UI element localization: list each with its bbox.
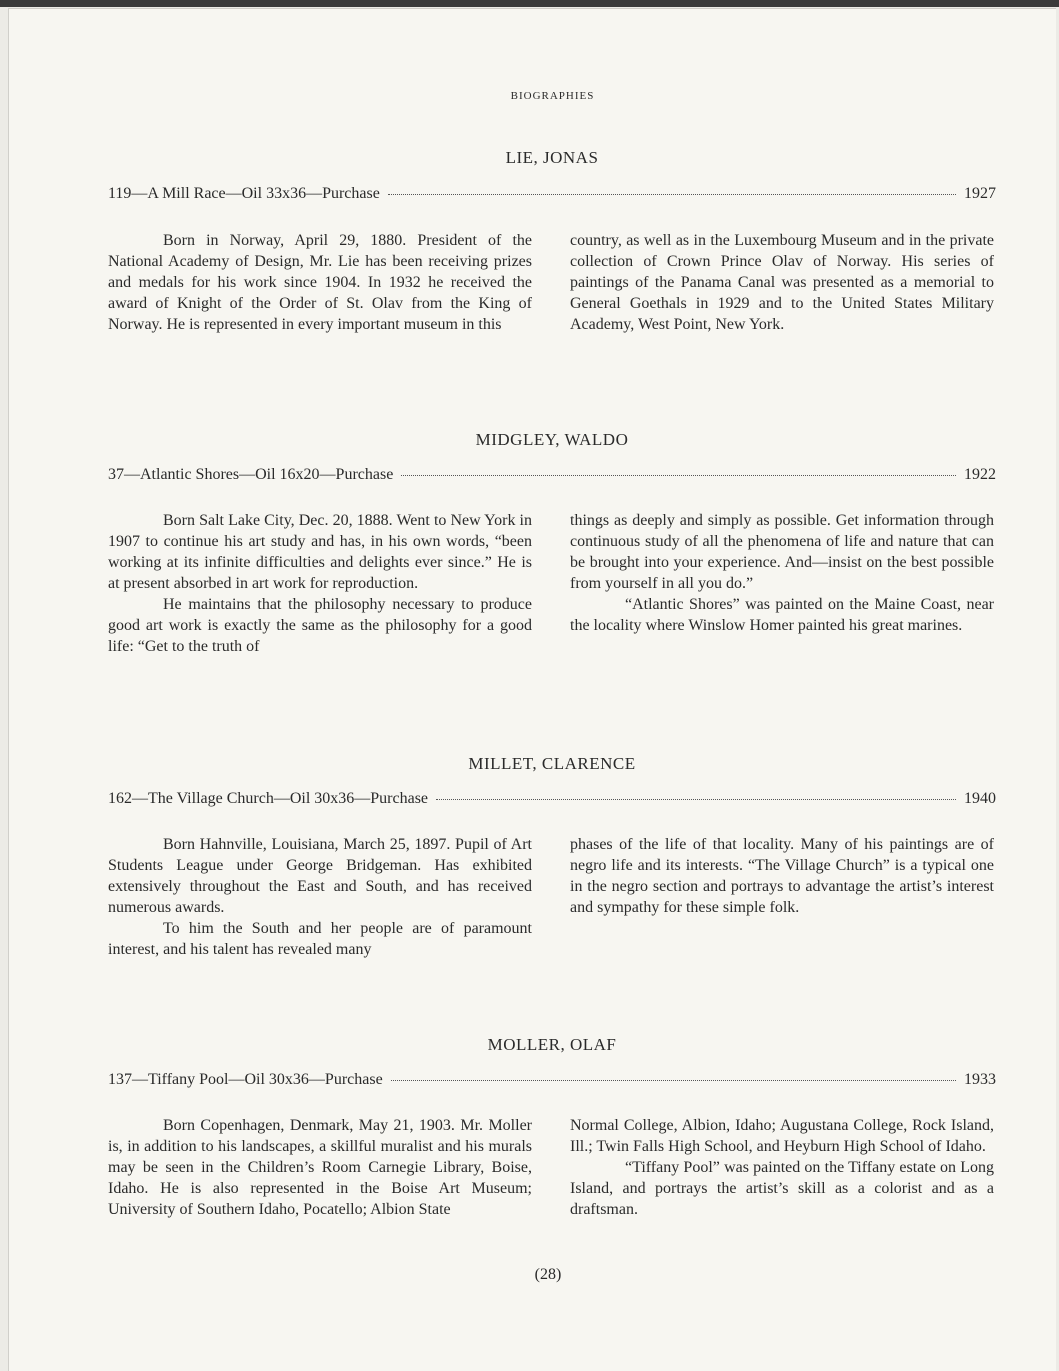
paragraph: things as deeply and simply as possible. Get information through continuous study of all the phenomena of life and nature that can be brought into your experience. And—insist on the best possible from yourself in all you do.” bbox=[570, 512, 994, 592]
biography-entry bbox=[108, 1035, 996, 1245]
catalog-line bbox=[108, 1071, 996, 1089]
paragraph: phases of the life of that locality. Many of his paintings are of negro life and its interests. “The Village Church” is a typical one in the negro section and portrays to advantage the artist’s interest and sympathy for these simple folk. bbox=[570, 836, 994, 916]
biography-right-column bbox=[570, 230, 994, 335]
biography-left-column bbox=[108, 230, 532, 335]
leader-dots bbox=[391, 1080, 956, 1081]
artist-name: MOLLER, OLAF bbox=[487, 1035, 617, 1054]
leader-dots bbox=[436, 799, 956, 800]
catalog-year: 1933 bbox=[964, 1071, 996, 1088]
paragraph: He maintains that the philosophy necessary to produce good art work is exactly the same as the philosophy for a good life: “Get to the truth of bbox=[108, 596, 532, 655]
paragraph: Born Salt Lake City, Dec. 20, 1888. Went to New York in 1907 to continue his art study and has, in his own words, “been working at its infinite difficulties and delights ever since.” He is at present absorbed in art work for reproduction. bbox=[108, 512, 532, 592]
biography-right-column bbox=[570, 510, 994, 636]
catalog-entry: 119—A Mill Race—Oil 33x36—Purchase bbox=[108, 185, 380, 202]
paragraph: To him the South and her people are of paramount interest, and his talent has revealed many bbox=[108, 920, 532, 958]
artist-name: MIDGLEY, WALDO bbox=[475, 430, 629, 449]
paragraph: Born Copenhagen, Denmark, May 21, 1903. Mr. Moller is, in addition to his landscapes, a skillful muralist and his murals may be seen in the Children’s Room Carnegie Library, Boise, Idaho. He is also represented in the Boise Art Museum; University of Southern Idaho, Pocatello; Albion State bbox=[108, 1117, 532, 1218]
artist-name: MILLET, CLARENCE bbox=[468, 754, 636, 773]
catalog-entry: 162—The Village Church—Oil 30x36—Purchase bbox=[108, 790, 429, 807]
biography-right-column bbox=[570, 834, 994, 918]
catalog-line bbox=[108, 466, 996, 484]
leader-dots bbox=[401, 475, 956, 476]
catalog-line bbox=[108, 185, 996, 203]
leader-dots bbox=[388, 194, 956, 195]
biography-entry bbox=[108, 754, 996, 964]
catalog-year: 1922 bbox=[964, 466, 996, 483]
paragraph: “Atlantic Shores” was painted on the Maine Coast, near the locality where Winslow Homer painted his great marines. bbox=[570, 596, 994, 634]
running-head: BIOGRAPHIES bbox=[510, 90, 595, 102]
catalog-year: 1940 bbox=[964, 790, 996, 807]
catalog-line bbox=[108, 790, 996, 808]
paragraph: Born in Norway, April 29, 1880. President of the National Academy of Design, Mr. Lie has been receiving prizes and medals for his work since 1904. In 1932 he received the award of Knight of the Order of St. Olav from the King of Norway. He is represented in every important museum in this bbox=[108, 232, 532, 333]
biography-entry bbox=[108, 148, 996, 368]
page-top-edge bbox=[0, 0, 1059, 7]
page-number: (28) bbox=[534, 1266, 562, 1283]
catalog-year: 1927 bbox=[964, 185, 996, 202]
biography-left-column bbox=[108, 834, 532, 960]
biography-right-column bbox=[570, 1115, 994, 1220]
paragraph: Born Hahnville, Louisiana, March 25, 1897. Pupil of Art Students League under George Bridgeman. Has exhibited extensively throughout the East and South, and has received numerous awards. bbox=[108, 836, 532, 916]
biography-entry bbox=[108, 430, 996, 690]
artist-name: LIE, JONAS bbox=[505, 148, 599, 167]
paragraph: Normal College, Albion, Idaho; Augustana College, Rock Island, Ill.; Twin Falls High School, and Heyburn High School of Idaho. bbox=[570, 1117, 994, 1155]
paragraph: “Tiffany Pool” was painted on the Tiffany estate on Long Island, and portrays the artist’s skill as a colorist and as a draftsman. bbox=[570, 1159, 994, 1218]
catalog-entry: 37—Atlantic Shores—Oil 16x20—Purchase bbox=[108, 466, 394, 483]
catalog-entry: 137—Tiffany Pool—Oil 30x36—Purchase bbox=[108, 1071, 383, 1088]
biography-left-column bbox=[108, 1115, 532, 1220]
biography-left-column bbox=[108, 510, 532, 657]
paragraph: country, as well as in the Luxembourg Museum and in the private collection of Crown Prince Olav of Norway. His series of paintings of the Panama Canal was presented as a memorial to General Goethals in 1929 and to the United States Military Academy, West Point, New York. bbox=[570, 232, 994, 333]
